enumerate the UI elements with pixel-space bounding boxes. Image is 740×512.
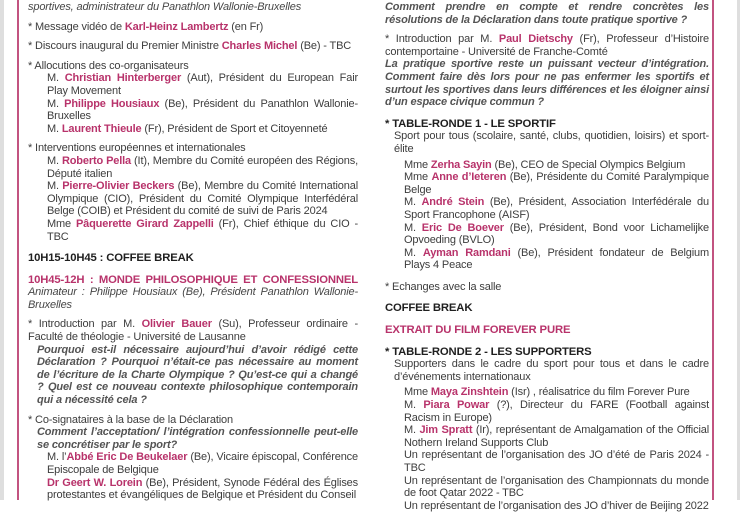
text-segment: Mme	[47, 217, 76, 230]
text-segment: EXTRAIT DU FILM FOREVER PURE	[385, 324, 571, 337]
text-segment: * TABLE-RONDE 2 - LES SUPPORTERS	[385, 345, 592, 358]
text-segment: (Be) - TBC	[297, 40, 352, 53]
discussion-question	[37, 426, 358, 451]
italic-note	[28, 1, 358, 14]
person-name: Zerha Sayin	[430, 158, 492, 171]
agenda-item	[47, 72, 358, 97]
text-segment: M.	[47, 122, 62, 135]
text-segment: (Ir), représentant de Amalgamation of the Official Nothern Ireland Supports Club	[404, 424, 710, 449]
person-name: Anne d’Ieteren	[431, 171, 507, 184]
agenda-item	[394, 130, 709, 155]
text-segment: * Co-signataires à la base de la Déclaration	[28, 413, 233, 426]
program-content	[28, 1, 709, 512]
discussion-question	[385, 58, 709, 108]
program-column-right	[385, 1, 709, 512]
person-name: Pâquerette Girard Zappelli	[75, 217, 214, 230]
agenda-item	[47, 218, 358, 243]
person-name: Abbé Eric De Beukelaer	[66, 451, 188, 464]
text-segment: COFFEE BREAK	[385, 302, 473, 315]
session-heading	[28, 252, 358, 265]
agenda-item	[28, 60, 358, 73]
agenda-item	[404, 386, 709, 399]
person-name: Karl-Heinz Lambertz	[124, 20, 229, 33]
agenda-item	[404, 500, 709, 512]
person-name: Ayman Ramdani	[422, 246, 511, 259]
person-name: Jim Spratt	[419, 424, 473, 437]
session-heading-accent	[28, 274, 358, 287]
agenda-item	[28, 318, 358, 343]
text-segment: M.	[47, 97, 65, 110]
agenda-item	[47, 155, 358, 180]
text-segment: (Be), Président, Association Interfédérale du Sport Francophone (AISF)	[404, 196, 709, 221]
text-segment: * Discours inaugural du Premier Ministre	[28, 40, 222, 53]
session-heading	[385, 118, 709, 131]
text-segment: Mme	[404, 386, 431, 399]
text-segment: (Be), Président fondateur de Belgium Plays 4 Peace	[404, 246, 709, 272]
text-segment: (Fr), Président de Sport et Citoyenneté	[141, 122, 328, 135]
discussion-question	[385, 1, 709, 26]
text-segment: M.	[47, 154, 62, 167]
person-name: Dr Geert W. Lorein	[47, 476, 143, 489]
text-segment: (en Fr)	[228, 20, 264, 33]
session-heading	[385, 302, 709, 315]
agenda-item	[28, 142, 358, 155]
text-segment: M.	[404, 246, 423, 259]
text-segment: Sport pour tous (scolaire, santé, clubs, quotidien, loisirs) et sport-élite	[394, 130, 709, 155]
text-segment: M.	[404, 221, 422, 234]
person-name: Charles Michel	[221, 40, 298, 53]
text-segment: Un représentant de l’organisation des Championnats du monde de foot Qatar 2022 - TBC	[404, 474, 709, 500]
text-segment: Mme	[404, 158, 431, 171]
text-segment: 10H45-12H : MONDE PHILOSOPHIQUE ET CONFESSIONNEL	[28, 273, 358, 286]
text-segment: (Be), Membre du Comité International Olympique (CIO), Président du Comité Olympique Interfédéral Belge (COIB) et Président du comité de suivi de Paris 2024	[47, 180, 358, 218]
person-name: Pierre-Olivier Beckers	[62, 180, 175, 193]
text-segment: (Be), Présidente du Comité Paralympique Belge	[404, 171, 709, 196]
text-segment: (Isr) , réalisatrice du film Forever Pure	[508, 386, 690, 399]
italic-note	[28, 286, 358, 311]
agenda-item	[394, 358, 709, 383]
text-segment: (Fr), Professeur d’Histoire contemportaine - Université de Franche-Comté	[385, 33, 709, 58]
agenda-item	[47, 180, 358, 218]
agenda-item	[47, 451, 358, 476]
text-segment: M. l’	[47, 451, 67, 464]
text-segment: (?), Directeur du FARE (Football against Racism in Europe)	[404, 399, 710, 424]
text-segment: Un représentant de l’organisation des JO d’été de Paris 2024 - TBC	[404, 449, 709, 474]
text-segment: M.	[404, 399, 424, 412]
agenda-item	[28, 414, 358, 427]
agenda-item	[385, 281, 709, 294]
text-segment: (Be), Vicaire épiscopal, Conférence Episcopale de Belgique	[47, 451, 358, 476]
session-heading-accent	[385, 324, 709, 337]
text-segment: (Be), Président, Bond voor Lichamelijke Opvoeding (BVLO)	[404, 221, 710, 247]
person-name: Eric De Boever	[421, 221, 504, 234]
agenda-item	[404, 222, 709, 247]
text-segment: (Aut), Président du European Fair Play Movement	[47, 72, 358, 97]
agenda-item	[28, 40, 358, 53]
text-segment: (Be), CEO de Special Olympics Belgium	[491, 158, 686, 171]
text-segment: * Allocutions des co-organisateurs	[28, 59, 189, 72]
person-name: Roberto Pella	[61, 154, 132, 167]
text-segment: * Echanges avec la salle	[385, 280, 502, 293]
text-segment: M.	[47, 180, 63, 193]
text-segment: Un représentant de l’organisation des JO d’hiver de Beijing 2022	[404, 499, 709, 512]
text-segment: Pourquoi est-il nécessaire aujourd’hui d’avoir rédigé cette Déclaration ? Pourquoi n’était-ce pas nécessaire au moment de l’écriture de la Charte Olympique ? Qu’est-ce qui a changé ? Quel est ce nouveau contexte philosophique contemporain qui a nécessité cela ?	[37, 343, 358, 407]
agenda-item	[404, 247, 709, 272]
text-segment: * Message vidéo de	[28, 20, 125, 33]
person-name: Laurent Thieule	[61, 122, 142, 135]
person-name: Piara Powar	[423, 399, 490, 412]
agenda-item	[404, 159, 709, 172]
program-column-left	[28, 1, 358, 512]
session-heading	[385, 346, 709, 359]
page-border-right	[712, 0, 714, 500]
text-segment: (It), Membre du Comité européen des Régions, Député italien	[47, 154, 358, 180]
text-segment: La pratique sportive reste un puissant vecteur d’intégration. Comment faire dès lors pour ne pas enfermer les sportifs et surtout les sportives dans leurs différences et les éloigner ainsi d’un espace civique commun ?	[385, 58, 709, 109]
text-segment: M.	[404, 196, 422, 209]
agenda-item	[47, 123, 358, 136]
agenda-item	[47, 477, 358, 502]
text-segment: sportives, administrateur du Panathlon Wallonie-Bruxelles	[28, 1, 302, 13]
person-name: Christian Hinterberger	[64, 72, 182, 85]
text-segment: Supporters dans le cadre du sport pour tous et dans le cadre d’événements internationaux	[394, 358, 709, 383]
agenda-item	[404, 196, 709, 221]
text-segment: * Introduction par M.	[385, 33, 499, 46]
discussion-question	[37, 344, 358, 407]
person-name: Maya Zinshtein	[430, 386, 509, 399]
agenda-item	[47, 98, 358, 123]
person-name: André Stein	[421, 196, 485, 209]
text-segment: (Be), Président du Panathlon Wallonie-Bruxelles	[47, 97, 358, 123]
agenda-item	[28, 21, 358, 34]
text-segment: Comment prendre en compte et rendre concrètes les résolutions de la Déclaration dans toute pratique sportive ?	[385, 1, 709, 26]
text-segment: (Be), Président, Synode Fédéral des Églises protestantes et évangéliques de Belgique et Président du Conseil	[47, 476, 358, 502]
agenda-item	[404, 424, 709, 449]
agenda-item	[404, 399, 709, 424]
text-segment: * Introduction par M.	[28, 318, 142, 331]
text-segment: M.	[47, 72, 65, 85]
agenda-item	[385, 33, 709, 58]
text-segment: M.	[404, 424, 420, 437]
person-name: Philippe Housiaux	[64, 97, 160, 110]
person-name: Paul Dietschy	[498, 33, 573, 46]
text-segment: Animateur : Philippe Housiaux (Be), Président Panathlon Wallonie-Bruxelles	[28, 286, 358, 311]
agenda-item	[404, 449, 709, 474]
agenda-item	[404, 475, 709, 500]
text-segment: * TABLE-RONDE 1 - LE SPORTIF	[385, 117, 556, 130]
text-segment: (Fr), Chief éthique du CIO - TBC	[47, 217, 358, 243]
page-border-left	[17, 0, 19, 500]
text-segment: Mme	[404, 171, 432, 184]
agenda-item	[404, 171, 709, 196]
text-segment: * Interventions européennes et internationales	[28, 142, 246, 155]
text-segment: Comment l’acceptation/ l’intégration confessionnelle peut-elle se concrétiser par le sport?	[37, 426, 358, 451]
text-segment: 10H15-10H45 : COFFEE BREAK	[28, 252, 194, 265]
page-edge-left	[0, 0, 4, 500]
text-segment: (Su), Professeur ordinaire - Faculté de théologie - Université de Lausanne	[28, 318, 359, 344]
person-name: Olivier Bauer	[141, 318, 212, 331]
